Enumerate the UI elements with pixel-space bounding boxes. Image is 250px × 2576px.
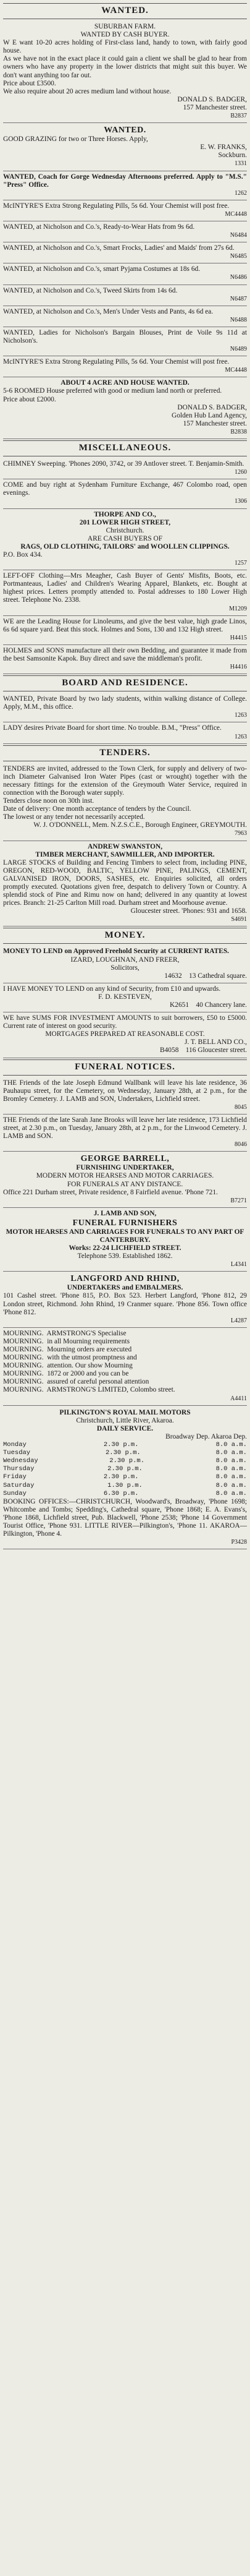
ad-text-line: Sockburn. — [218, 152, 247, 160]
ad-text-line: J. T. BELL AND CO., — [184, 1038, 247, 1046]
ad-text-line: K2651 40 Chancery lane. — [170, 1001, 247, 1009]
ad-text-line: W E want 10-20 acres holding of First-class land, handy to town, with fairly good house. — [3, 39, 249, 55]
ad-text-line: B4058 116 Gloucester street. — [160, 1046, 247, 1055]
ad-text-line: 157 Manchester street. — [183, 419, 247, 427]
ad-text-line: 157 Manchester street. — [183, 103, 247, 111]
ad-text-line: MOTOR HEARSES AND CARRIAGES FOR FUNERALS TO ANY PART OF CANTERBURY. — [6, 1228, 246, 1244]
classified-ad — [3, 570, 247, 615]
ad-reference-code: N6485 — [230, 253, 247, 260]
ad-text-line: J. LAMB AND SON, — [93, 1209, 157, 1217]
ad-text-line: ANDREW SWANSTON, — [87, 842, 163, 850]
ad-reference-code: 1260 — [235, 469, 247, 476]
timetable-cell: Thursday — [3, 1465, 35, 1473]
ad-text-line: LARGE STOCKS of Building and Fencing Timbers to select from, including PINE, OREGON, RED-WOOD, BALTIC, YELLOW PINE, PALINGS, CEMENT, GALVANISED IRON, DOORS, SASHES, etc. Enquiries solicited, all orders promptly executed. Quotations given free, despatch to delivery Town or Country. A splendid stock of Pine and Rimu now on hand; delivered in any quantity at lowest prices. Branch: 21-25 Carlton Mill road. Durham street and Moorhouse avenue. — [3, 858, 249, 907]
timetable-cell: Wednesday — [3, 1457, 38, 1465]
classified-ad — [3, 221, 247, 242]
timetable-row — [3, 1473, 247, 1481]
ad-text-line: ABOUT 4 ACRE AND HOUSE WANTED. — [60, 379, 190, 387]
timetable-cell: 8.0 a.m. — [215, 1481, 247, 1489]
ad-reference-code: 1306 — [235, 498, 247, 505]
ad-reference-code: B2837 — [230, 113, 247, 120]
timetable-row — [3, 1482, 247, 1490]
ad-text-line: CHIMNEY Sweeping. 'Phones 2090, 3742, or 39 Antlover street. T. Benjamin-Smith. — [3, 460, 244, 468]
ad-text-line: MOURNING. with the utmost promptness and — [3, 1354, 137, 1362]
classified-section — [3, 745, 247, 927]
ad-text-line: E. W. FRANKS, — [200, 143, 247, 152]
section-heading: FUNERAL NOTICES. — [3, 1059, 247, 1076]
timetable-cell: 8.0 a.m. — [215, 1449, 247, 1457]
classified-section — [3, 3, 247, 439]
ad-text-line: WANTED, at Nicholson and Co.'s, Men's Under Vests and Pants, 4s 6d ea. — [3, 307, 214, 315]
ad-text-line: WE have SUMS FOR INVESTMENT AMOUNTS to suit borrowers, £50 to £5000. Current rate of interest on good security. — [3, 1014, 249, 1030]
timetable-row — [3, 1457, 247, 1465]
ad-text-line: UNDERTAKERS and EMBALMERS. — [67, 1284, 183, 1292]
section-heading: MONEY. — [3, 928, 247, 944]
classified-section — [3, 928, 247, 1058]
ad-text-line: Christchurch, Little River, Akaroa. — [76, 1416, 174, 1424]
timetable-row — [3, 1490, 247, 1498]
ad-text-line: Gloucester street. 'Phones: 931 and 1658. — [130, 907, 247, 915]
ad-text-line: Golden Hub Land Agency, — [172, 411, 247, 419]
classified-ad — [3, 377, 247, 439]
classified-section — [3, 440, 247, 674]
ad-reference-code: 7963 — [235, 830, 247, 837]
ad-text-line: DONALD S. BADGER, — [177, 403, 247, 411]
ad-reference-code: H4415 — [230, 634, 247, 641]
ad-text-line: IZARD, LOUGHNAN, AND FREER, — [70, 956, 180, 964]
ad-text-line: Works: 22-24 LICHFIELD STREET. — [69, 1244, 181, 1252]
ad-reference-code: 1262 — [235, 189, 247, 197]
ad-text-line: LANGFORD AND RHIND, — [70, 1274, 180, 1284]
classified-ad — [3, 946, 247, 983]
ad-text-line: FURNISHING UNDERTAKER, — [76, 1164, 174, 1172]
ad-text-line: MOURNING. assured of careful personal attention — [3, 1378, 149, 1386]
ad-reference-code: P3428 — [231, 1539, 247, 1546]
ad-text-line: WANTED, at Nicholson and Co.'s, smart Pyjama Costumes at 18s 6d. — [3, 265, 201, 273]
ad-text-line: I HAVE MONEY TO LEND on any kind of Security, from £10 and upwards. — [3, 985, 221, 993]
timetable-cell: Tuesday — [3, 1449, 31, 1457]
ad-text-line: 201 LOWER HIGH STREET, — [79, 518, 171, 526]
ad-text-line: WANTED, Coach for Gorge Wednesday Afternoons preferred. Apply to "M.S." "Press" Office. — [3, 173, 249, 189]
classified-ad — [3, 21, 247, 123]
ad-text-line: TENDERS are invited, addressed to the Town Clerk, for supply and delivery of two-inch Diameter Galvanised Iron Water Pipes (cast or wrought) together with the necessary fittings for the extension of the Greymouth Water Service, required in connection with the Borough water supply. — [3, 764, 249, 797]
ad-text-line: MORTGAGES PREPARED AT REASONABLE COST. — [45, 1030, 205, 1038]
classified-ad — [3, 1328, 247, 1406]
ad-reference-code: 1263 — [235, 712, 247, 719]
ad-reference-code: S4691 — [231, 916, 247, 923]
timetable-row — [3, 1441, 247, 1449]
timetable-row — [3, 1449, 247, 1457]
section-heading: TENDERS. — [3, 745, 247, 761]
ad-reference-code: N6488 — [230, 316, 247, 323]
ad-reference-code: M1209 — [229, 605, 247, 612]
ad-reference-code: MC4448 — [225, 210, 247, 218]
ad-reference-code: N6486 — [230, 274, 247, 281]
classified-ad — [3, 1012, 247, 1058]
ad-text-line: SUBURBAN FARM. — [94, 23, 156, 30]
ad-text-line: WE are the Leading House for Linoleums, and give the best value, high grade Linos, 6s 6d square yard. Beat this stock. Holmes and Sons, 130 and 132 High street. — [3, 617, 249, 633]
ad-text-line: MOURNING. ARMSTRONG'S Specialise — [3, 1329, 127, 1337]
ad-reference-code: A4411 — [230, 1395, 247, 1402]
classified-ad — [3, 200, 247, 221]
ad-text-line: Price about £3500. — [3, 79, 56, 87]
ad-text-line: McINTYRE'S Extra Strong Regulating Pills, 5s 6d. Your Chemist will post free. — [3, 202, 230, 210]
ad-reference-code: B7271 — [230, 1197, 247, 1204]
ad-text-line: MOURNING. attention. Our show Mourning — [3, 1362, 133, 1370]
ad-text-line: MOURNING. Mourning orders are executed — [3, 1346, 132, 1353]
classified-ad — [3, 1407, 247, 1550]
classified-ad — [3, 285, 247, 306]
classified-ad — [3, 1115, 247, 1152]
classified-section — [3, 1059, 247, 1406]
ad-text-line: FOR FUNERALS AT ANY DISTANCE. — [67, 1180, 183, 1188]
ad-text-line: WANTED, at Nicholson and Co.'s, Smart Frocks, Ladies' and Maids' from 27s 6d. — [3, 244, 235, 252]
ad-text-line: Broadway Dep. Akaroa Dep. — [165, 1432, 247, 1440]
timetable-cell: Saturday — [3, 1481, 35, 1489]
ad-text-line: 14632 13 Cathedral square. — [164, 972, 247, 980]
ad-text-line: WANTED. — [104, 126, 146, 135]
ad-text-line: MOURNING. ARMSTRONG'S LIMITED, Colombo street. — [3, 1386, 175, 1394]
classified-ad — [3, 509, 247, 571]
ad-text-line: WANTED, Ladies for Nicholson's Bargain Blouses, Print de Voile 9s 11d at Nicholson's. — [3, 328, 249, 344]
classified-ad — [3, 356, 247, 377]
classified-ad — [3, 1152, 247, 1207]
ad-text-line: BOOKING OFFICES:—CHRISTCHURCH, Woodward's, Broadway, 'Phone 1698; Whitcombe and Tombs; Spedding's, Cathedral square, 'Phone 1868; E. A. Evans's, 'Phone 1868, Lichfield street, Pub. Blackwell, 'Phone 2538; 'Phone 14 Government Tourist Office, 'Phone 931. LITTLE RIVER—Pilkington's, 'Phone 11. AKAROA—Pilkington, 'Phone 4. — [3, 1497, 249, 1538]
ad-text-line: LADY desires Private Board for short time. No trouble. B.M., "Press" Office. — [3, 724, 222, 732]
timetable-cell: 8.0 a.m. — [215, 1489, 247, 1497]
classified-ad — [3, 263, 247, 285]
ad-reference-code: N6487 — [230, 295, 247, 302]
timetable-cell: 8.0 a.m. — [215, 1473, 247, 1481]
ad-text-line: LEFT-OFF Clothing—Mrs Meagher, Cash Buyer of Gents' Misfits, Boots, etc. Portmanteaus, Ladies' and Children's Wearing Apparel, Blankets, etc. Bought at highest prices. Letters promptly attended to. Postal addresses to 180 Lower High street. Telephone No. 2338. — [3, 572, 249, 604]
timetable-cell: 2.30 p.m. — [107, 1465, 143, 1473]
classified-ad — [3, 123, 247, 171]
ad-text-line: Price about £2000. — [3, 395, 56, 403]
ad-text-line: GOOD GRAZING for two or Three Horses. Apply, — [3, 135, 148, 143]
ad-text-line: THE Friends of the late Sarah Jane Brooks will leave her late residence, 173 Lichfield street, at 2.30 p.m., on Tuesday, January 28th, at 2 p.m., for the Linwood Cemetery. J. LAMB and SON. — [3, 1116, 249, 1140]
ad-text-line: PILKINGTON'S ROYAL MAIL MOTORS — [59, 1408, 191, 1416]
ad-reference-code: 8045 — [235, 1103, 247, 1111]
timetable-cell: 2.30 p.m. — [103, 1441, 139, 1449]
classified-ad — [3, 1272, 247, 1327]
ad-reference-code: N6489 — [230, 346, 247, 353]
ad-reference-code: L4341 — [230, 1261, 247, 1269]
timetable-cell: Sunday — [3, 1489, 27, 1497]
classified-ad — [3, 327, 247, 356]
ad-text-line: McINTYRE'S Extra Strong Regulating Pills, 5s 6d. Your Chemist will post free. — [3, 358, 230, 366]
classified-ad — [3, 841, 247, 927]
ad-text-line: DAILY SERVICE. — [96, 1424, 154, 1432]
timetable-cell: 2.30 p.m. — [105, 1449, 141, 1457]
ad-reference-code: L4287 — [230, 1317, 247, 1324]
ad-text-line: F. D. KESTEVEN, — [98, 993, 152, 1001]
timetable-cell: 2.30 p.m. — [103, 1473, 139, 1481]
ad-reference-code: N6484 — [230, 232, 247, 239]
ad-text-line: The lowest or any tender not necessarily accepted. — [3, 813, 145, 821]
ad-text-line: As we have not in the exact place it could gain a client we shall be glad to hear from owners who have any property in the lower districts that might suit this buyer. We don't want anything too far out. — [3, 55, 249, 79]
ad-text-line: MOURNING. in all Mourning requirements — [3, 1337, 130, 1345]
timetable-row — [3, 1465, 247, 1473]
section-heading: BOARD AND RESIDENCE. — [3, 675, 247, 691]
timetable-cell: Monday — [3, 1441, 27, 1449]
ad-text-line: MOURNING. 1872 or 2000 and you can be — [3, 1370, 129, 1378]
classified-section — [3, 675, 247, 743]
ad-text-line: FUNERAL FURNISHERS — [72, 1218, 178, 1228]
ad-reference-code: 1263 — [235, 733, 247, 740]
ad-text-line: DONALD S. BADGER, — [177, 95, 247, 103]
ad-text-line: RAGS, OLD CLOTHING, TAILORS' and WOOLLEN CLIPPINGS. — [20, 542, 230, 550]
ad-text-line: Date of delivery: One month acceptance of tenders by the Council. — [3, 805, 191, 813]
classified-ad — [3, 171, 247, 200]
classified-ad — [3, 722, 247, 743]
timetable-cell: 1.30 p.m. — [107, 1481, 143, 1489]
classified-ad — [3, 1077, 247, 1115]
classified-ad — [3, 242, 247, 263]
ad-text-line: WANTED, at Nicholson and Co.'s, Tweed Skirts from 14s 6d. — [3, 286, 178, 294]
timetable-cell: Friday — [3, 1473, 27, 1481]
ad-text-line: We also require about 20 acres medium land without house. — [3, 87, 172, 95]
classified-ad — [3, 763, 247, 841]
classified-ad — [3, 983, 247, 1012]
ad-text-line: Tenders close noon on 30th inst. — [3, 797, 94, 805]
classified-ad — [3, 645, 247, 674]
classified-ad — [3, 479, 247, 508]
classified-ad — [3, 616, 247, 645]
ad-text-line: MONEY TO LEND on Approved Freehold Security at CURRENT RATES. — [3, 948, 230, 956]
timetable-cell: 8.0 a.m. — [215, 1465, 247, 1473]
section-heading: MISCELLANEOUS. — [3, 440, 247, 456]
ad-text-line: Telephone 539. Established 1862. — [77, 1252, 173, 1260]
ad-text-line: Office 221 Durham street, Private residence, 8 Fairfield avenue. 'Phone 721. — [3, 1188, 218, 1196]
ad-reference-code: 1331 — [235, 160, 247, 168]
ad-text-line: THE Friends of the late Joseph Edmund Wallbank will leave his late residence, 36 Pauhaupu street, for the Cemetery, on Wednesday, January 28th, at 2 p.m., for the Bromley Cemetery. J. LAMB and SON, Undertakers, Lichfield street. — [3, 1079, 249, 1103]
ad-text-line: MODERN MOTOR HEARSES AND MOTOR CARRIAGES. — [36, 1172, 214, 1180]
ad-text-line: Christchurch. — [106, 526, 144, 534]
classified-ad — [3, 306, 247, 327]
classified-ad — [3, 693, 247, 722]
ad-reference-code: MC4448 — [225, 367, 247, 374]
section-heading: WANTED. — [3, 3, 247, 19]
ad-reference-code: 1257 — [235, 560, 247, 567]
timetable-cell: 8.0 a.m. — [215, 1441, 247, 1449]
ad-text-line: COME and buy right at Sydenham Furniture Exchange, 467 Colombo road, open evenings. — [3, 481, 249, 497]
ad-text-line: WANTED, Private Board by two lady students, within walking distance of College. Apply, M.M., this office. — [3, 695, 249, 711]
ad-text-line: THORPE AND CO., — [94, 510, 156, 518]
ad-text-line: GEORGE BARRELL, — [80, 1154, 170, 1164]
ad-text-line: WANTED, at Nicholson and Co.'s, Ready-to-Wear Hats from 9s 6d. — [3, 223, 195, 231]
timetable-cell: 2.30 p.m. — [109, 1457, 144, 1465]
ad-text-line: P.O. Box 434. — [3, 550, 43, 558]
ad-reference-code: 8046 — [235, 1141, 247, 1149]
ad-reference-code: H4416 — [230, 664, 247, 671]
ad-reference-code: B2838 — [230, 428, 247, 435]
ad-text-line: ARE CASH BUYERS OF — [87, 534, 163, 542]
ad-text-line: Solicitors, — [110, 964, 140, 972]
ad-text-line: HOLMES and SONS manufacture all their own Bedding, and guarantee it made from the best Samsonite Kapok. Buy direct and save the middleman's profit. — [3, 646, 249, 662]
ad-text-line: TIMBER MERCHANT, SAWMILLER, AND IMPORTER. — [35, 850, 215, 858]
timetable-cell: 8.0 a.m. — [215, 1457, 247, 1465]
timetable-cell: 6.30 p.m. — [103, 1489, 139, 1497]
ad-text-line: WANTED BY CASH BUYER. — [80, 31, 170, 39]
classified-ad — [3, 458, 247, 479]
ad-text-line: W. J. O'DONNELL, Mem. N.Z.S.C.E., Borough Engineer, GREYMOUTH. — [33, 821, 247, 829]
ad-text-line: 101 Cashel street. 'Phone 815, P.O. Box 523. Herbert Langford, 'Phone 812, 29 London street, Richmond. John Rhind, 19 Cranmer square. 'Phone 856. Town office 'Phone 812. — [3, 1292, 249, 1316]
classified-ad — [3, 1208, 247, 1272]
ad-text-line: 5-6 ROOMED House preferred with good or medium land north or preferred. — [3, 387, 222, 395]
classified-section — [3, 1407, 247, 1550]
